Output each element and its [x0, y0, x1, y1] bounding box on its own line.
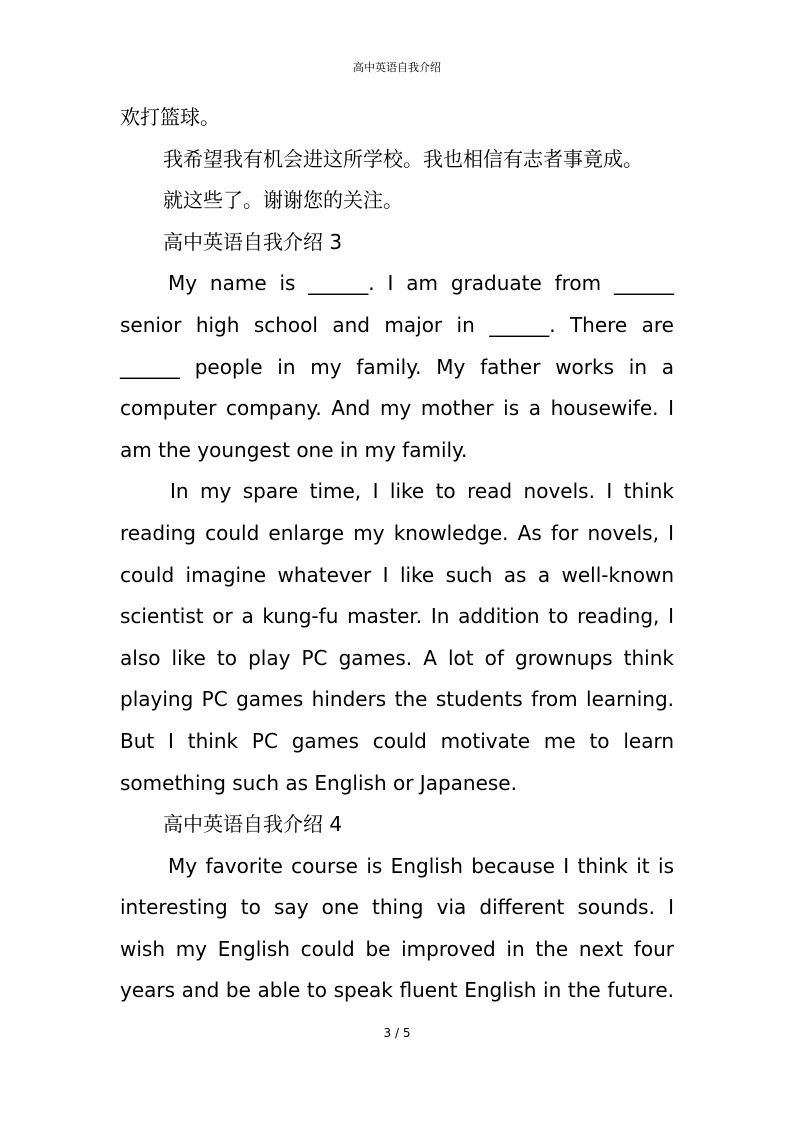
paragraph-line: 就这些了。谢谢您的关注。 [163, 188, 403, 213]
paragraph-line: senior high school and major in ______. There are [120, 312, 674, 337]
page-number: 3 / 5 [383, 1026, 411, 1040]
paragraph-line: playing PC games hinders the students from learning. [120, 687, 674, 712]
paragraph-line: 欢打篮球。 [120, 105, 220, 129]
paragraph-line: My favorite course is English because I think it is [168, 853, 674, 878]
section-heading: 高中英语自我介绍 3 [163, 229, 343, 254]
paragraph-line: In my spare time, I like to read novels. I think [170, 479, 674, 504]
paragraph-line: computer company. And my mother is a housewife. I [120, 396, 674, 421]
document-body [120, 97, 674, 1012]
paragraph-line: am the youngest one in my family. [120, 437, 468, 462]
paragraph-line: My name is ______. I am graduate from ______ [168, 271, 674, 296]
paragraph-line: something such as English or Japanese. [120, 770, 517, 795]
paragraph-line: 我希望我有机会进这所学校。我也相信有志者事竟成。 [163, 146, 643, 171]
section-heading: 高中英语自我介绍 4 [163, 812, 343, 837]
paragraph-line: years and be able to speak fluent English in the future. [120, 978, 674, 1003]
paragraph-line: scientist or a kung-fu master. In addition to reading, I [120, 604, 674, 629]
paragraph-line: interesting to say one thing via different sounds. I [120, 895, 674, 920]
paragraph-line: also like to play PC games. A lot of grownups think [120, 645, 674, 670]
paragraph-line: wish my English could be improved in the next four [120, 936, 674, 961]
page-header: 高中英语自我介绍 [353, 61, 441, 74]
paragraph-line: But I think PC games could motivate me to learn [120, 728, 674, 753]
paragraph-line: could imagine whatever I like such as a well-known [120, 562, 674, 587]
paragraph-line: reading could enlarge my knowledge. As for novels, I [120, 520, 674, 545]
paragraph-line: ______ people in my family. My father works in a [120, 354, 674, 379]
